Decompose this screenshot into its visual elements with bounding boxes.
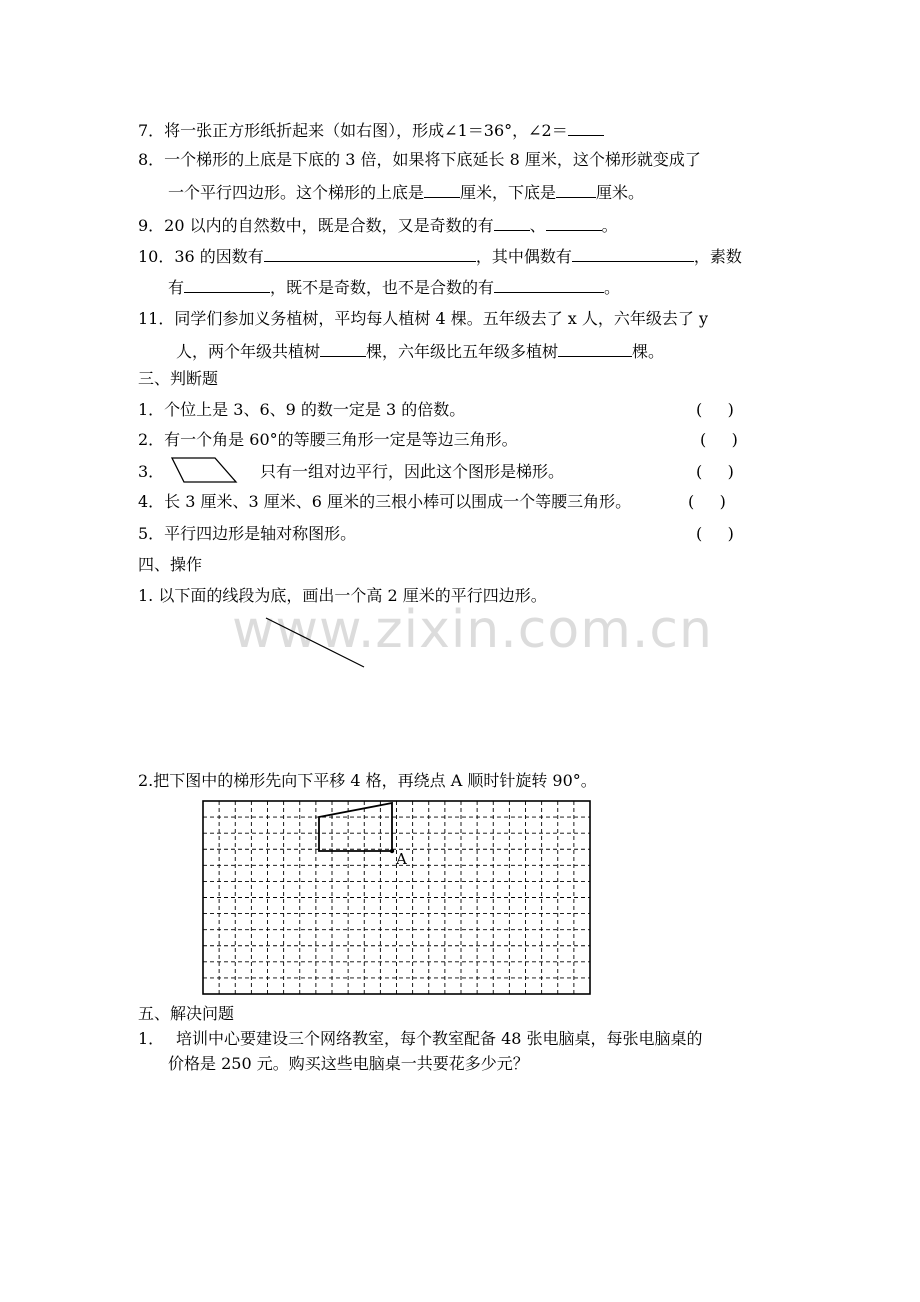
question-11-text-b: 棵，六年级比五年级多植树 bbox=[366, 342, 559, 361]
question-8-line2 bbox=[168, 181, 644, 203]
judge-answer-5[interactable]: ( ) bbox=[696, 524, 734, 543]
answer-blank[interactable] bbox=[494, 276, 604, 293]
question-10-text-a: 10．36 的因数有 bbox=[138, 247, 264, 266]
question-10-text-f: 。 bbox=[604, 278, 621, 297]
question-10-text-d: 有 bbox=[168, 278, 185, 297]
judge-answer-3[interactable]: ( ) bbox=[696, 462, 734, 481]
grid-board[interactable] bbox=[202, 800, 592, 996]
trapezoid-shape bbox=[319, 803, 392, 851]
question-8-text-c: 厘米。 bbox=[596, 183, 645, 202]
point-a-label: A bbox=[396, 850, 407, 868]
watermark: www.zixin.com.cn bbox=[232, 600, 713, 660]
answer-blank[interactable] bbox=[320, 340, 366, 357]
grid-lines bbox=[203, 801, 590, 994]
trapezoid-figure bbox=[170, 455, 240, 485]
question-11-line1: 11．同学们参加义务植树，平均每人植树 4 棵。五年级去了 x 人，六年级去了 y bbox=[138, 309, 709, 328]
question-10-text-b: ，其中偶数有 bbox=[475, 247, 572, 266]
question-9-text-b: 、 bbox=[529, 216, 546, 235]
question-9 bbox=[138, 214, 618, 236]
judge-answer-4[interactable]: ( ) bbox=[688, 492, 726, 511]
question-10-line2 bbox=[168, 276, 620, 298]
judge-item-2: 2．有一个角是 60°的等腰三角形一定是等边三角形。 bbox=[138, 430, 518, 449]
point-a-marker bbox=[390, 849, 394, 853]
answer-blank[interactable] bbox=[572, 245, 694, 262]
answer-blank[interactable] bbox=[264, 245, 476, 262]
judge-answer-1[interactable]: ( ) bbox=[696, 400, 734, 419]
answer-blank[interactable] bbox=[494, 214, 530, 231]
question-8-text-a: 一个平行四边形。这个梯形的上底是 bbox=[168, 183, 425, 202]
section-4-title: 四、操作 bbox=[138, 555, 203, 574]
question-10-text-e: ，既不是奇数，也不是合数的有 bbox=[270, 278, 495, 297]
base-line-segment bbox=[260, 610, 370, 672]
question-7-text: 7．将一张正方形纸折起来（如右图），形成∠1＝36°，∠2＝ bbox=[138, 121, 568, 140]
judge-item-4: 4．长 3 厘米、3 厘米、6 厘米的三根小棒可以围成一个等腰三角形。 bbox=[138, 492, 632, 511]
question-8-line1: 8．一个梯形的上底是下底的 3 倍，如果将下底延长 8 厘米，这个梯形就变成了 bbox=[138, 150, 701, 169]
question-11-line2 bbox=[176, 340, 664, 362]
problem-1-line2: 价格是 250 元。购买这些电脑桌一共要花多少元？ bbox=[168, 1054, 529, 1073]
problem-1-number: 1． bbox=[138, 1029, 165, 1048]
answer-blank[interactable] bbox=[558, 340, 632, 357]
problem-1-line1: 培训中心要建设三个网络教室，每个教室配备 48 张电脑桌，每张电脑桌的 bbox=[176, 1029, 703, 1048]
question-9-text-a: 9．20 以内的自然数中，既是合数，又是奇数的有 bbox=[138, 216, 494, 235]
judge-answer-2[interactable]: ( ) bbox=[700, 430, 738, 449]
answer-blank[interactable] bbox=[546, 214, 602, 231]
answer-blank[interactable] bbox=[568, 119, 604, 136]
question-9-text-c: 。 bbox=[601, 216, 618, 235]
question-8-text-b: 厘米，下底是 bbox=[460, 183, 557, 202]
section-5-title: 五、解决问题 bbox=[138, 1004, 235, 1023]
judge-item-5: 5．平行四边形是轴对称图形。 bbox=[138, 524, 357, 543]
question-10-text-c: ，素数 bbox=[693, 247, 742, 266]
operation-question-1: 1. 以下面的线段为底，画出一个高 2 厘米的平行四边形。 bbox=[138, 586, 547, 605]
question-11-text-c: 棵。 bbox=[632, 342, 665, 361]
section-3-title: 三、判断题 bbox=[138, 369, 219, 388]
judge-item-3-number: 3． bbox=[138, 462, 165, 481]
question-7 bbox=[138, 119, 604, 141]
question-10-line1 bbox=[138, 245, 742, 267]
question-11-text-a: 人，两个年级共植树 bbox=[176, 342, 321, 361]
judge-item-3: 只有一组对边平行，因此这个图形是梯形。 bbox=[260, 462, 565, 481]
judge-item-1: 1．个位上是 3、6、9 的数一定是 3 的倍数。 bbox=[138, 400, 466, 419]
answer-blank[interactable] bbox=[556, 181, 596, 198]
operation-question-2: 2.把下图中的梯形先向下平移 4 格，再绕点 A 顺时针旋转 90°。 bbox=[138, 771, 597, 790]
answer-blank[interactable] bbox=[424, 181, 460, 198]
answer-blank[interactable] bbox=[184, 276, 270, 293]
